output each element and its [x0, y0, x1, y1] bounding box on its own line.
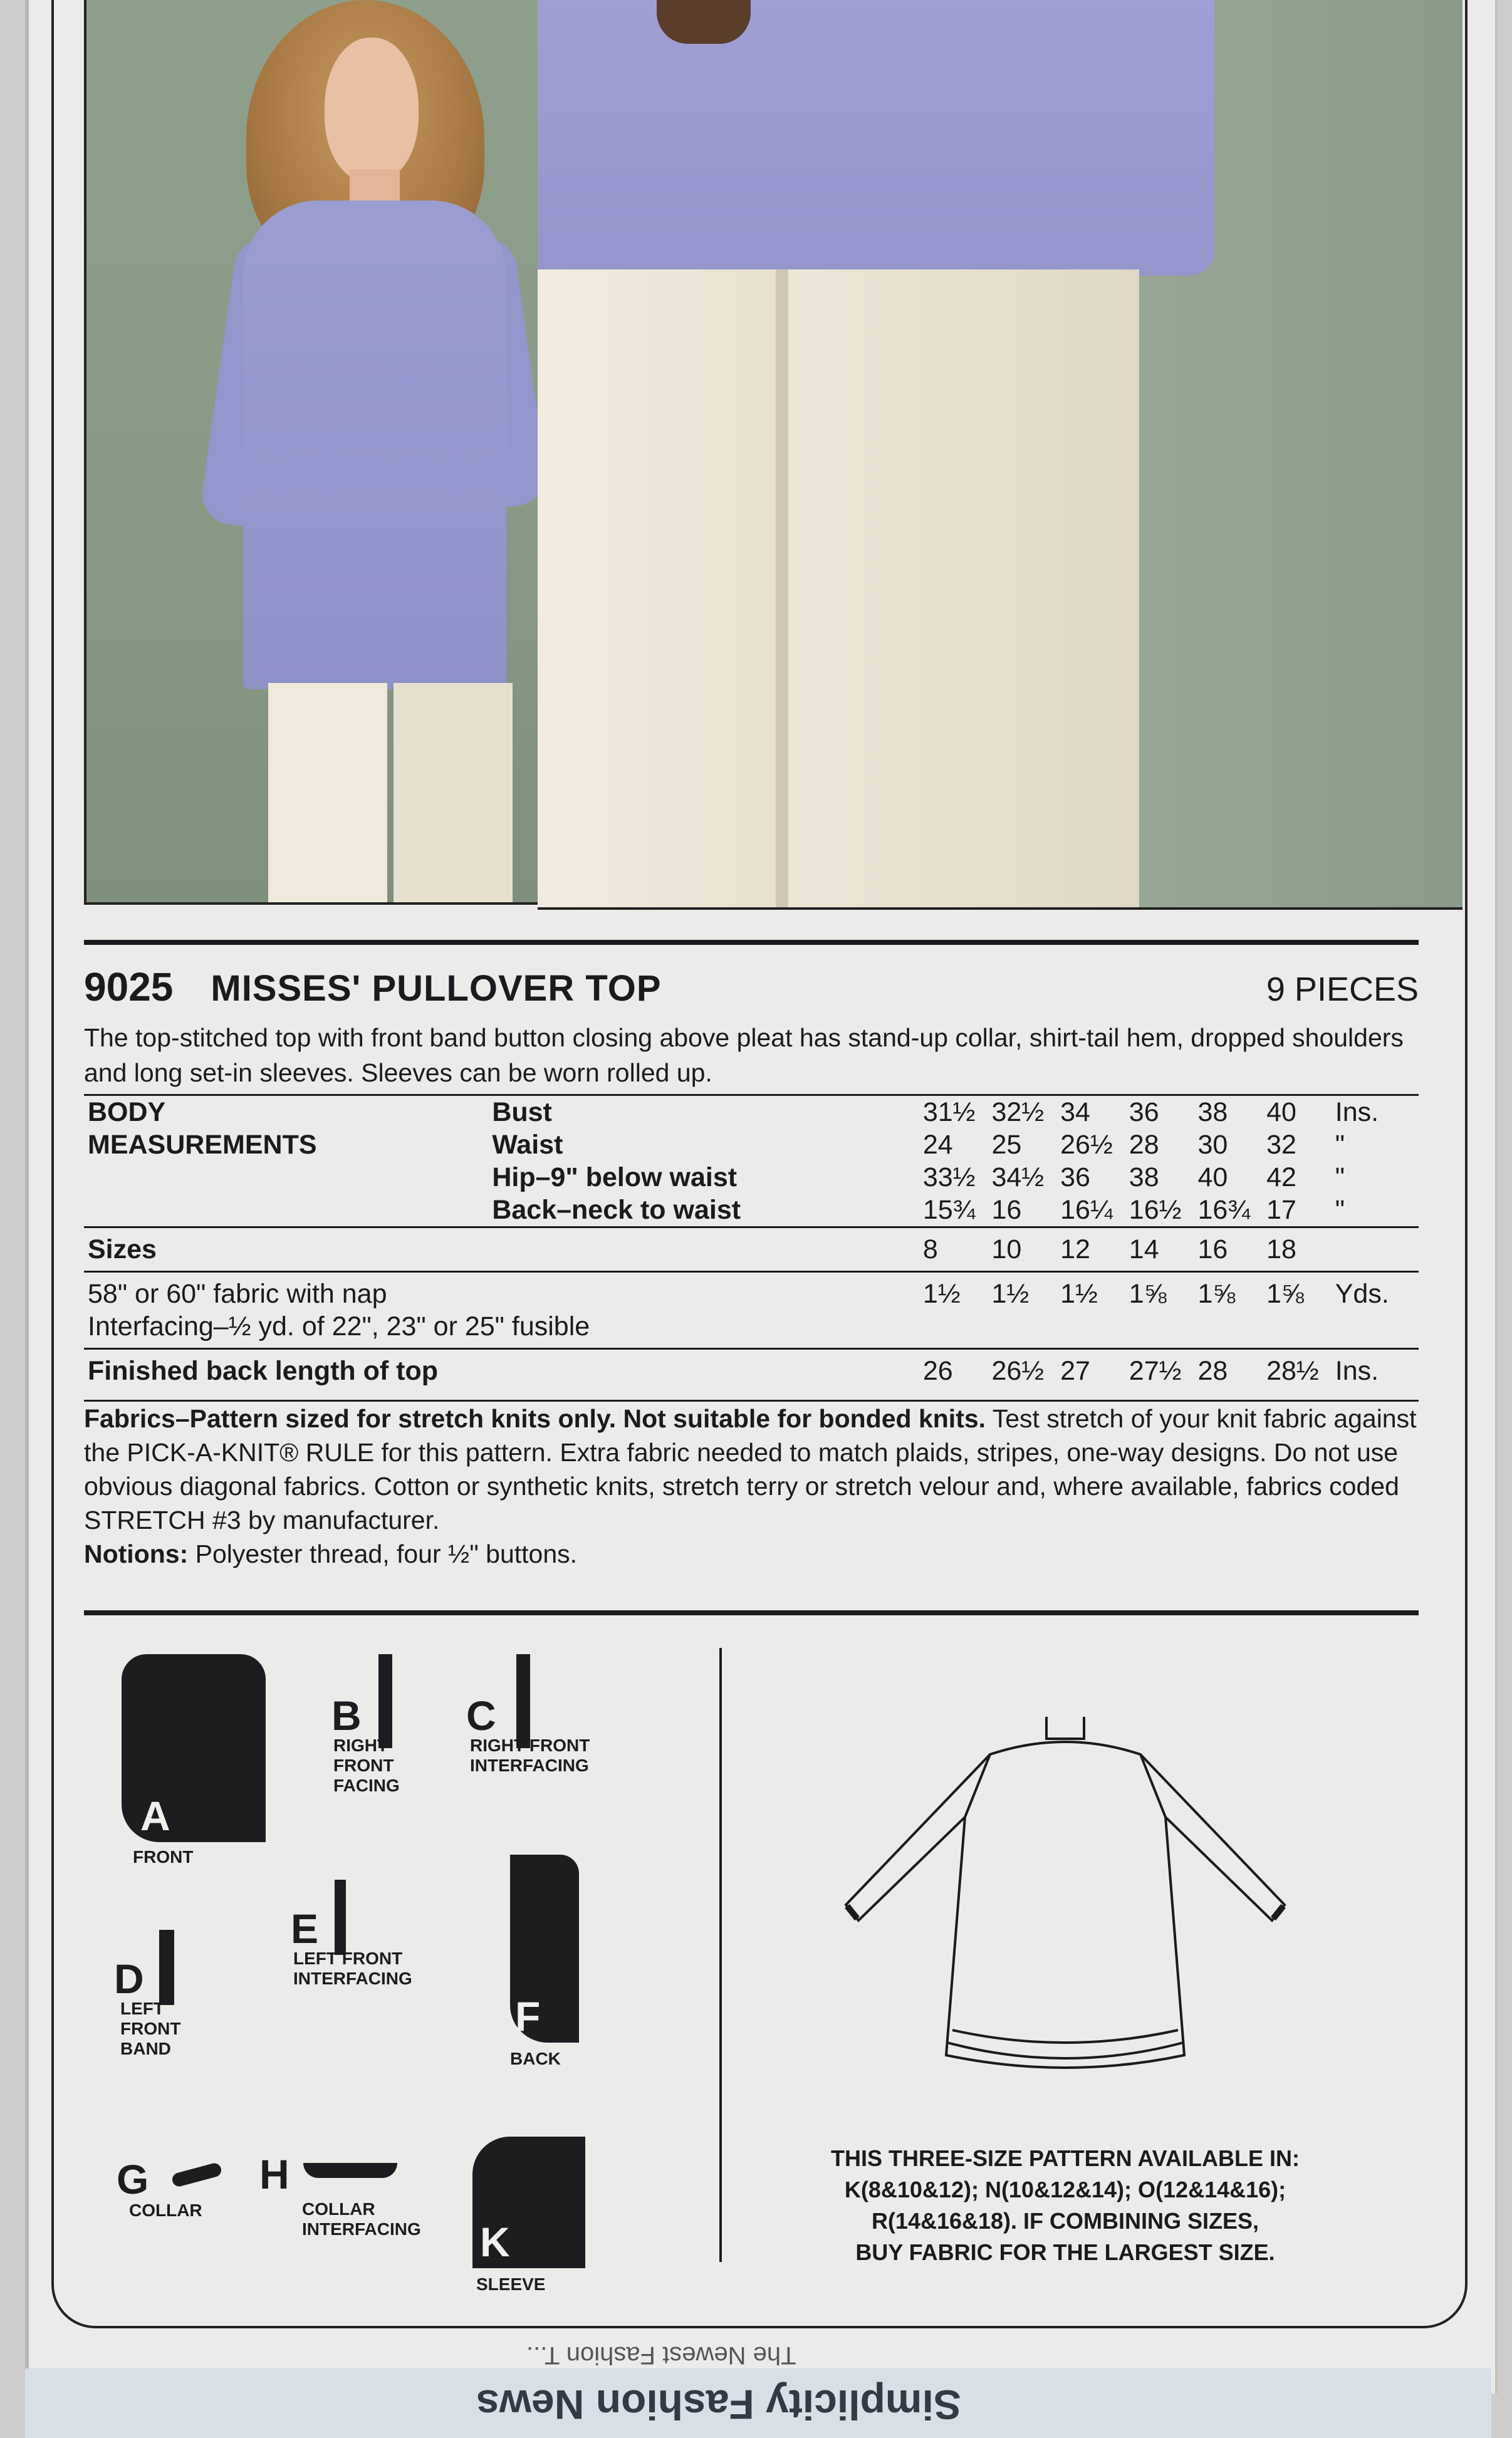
cell: 1⅝: [1266, 1279, 1304, 1309]
cell: 30: [1197, 1130, 1228, 1160]
piece-band-shape: [159, 1930, 174, 2005]
cell: 38: [1129, 1162, 1159, 1192]
measurement-row: [84, 1161, 1419, 1194]
measurements-table: [84, 1094, 1419, 1392]
piece-label: RIGHT FRONT INTERFACING: [470, 1736, 590, 1775]
cell: 16: [991, 1195, 1022, 1225]
notions-text: Polyester thread, four ½" buttons.: [188, 1539, 578, 1568]
fabric-line-1: 58" or 60" fabric with nap: [88, 1279, 387, 1309]
piece-letter: B: [331, 1692, 362, 1739]
cell: 27: [1060, 1356, 1090, 1386]
piece-label: FRONT: [133, 1847, 194, 1867]
cell: 40: [1266, 1097, 1296, 1127]
piece-count: 9 PIECES: [1266, 971, 1419, 1008]
top-rule: [84, 940, 1419, 945]
piece-label: LEFT FRONT INTERFACING: [293, 1949, 412, 1988]
cell: 25: [991, 1130, 1022, 1160]
cell: 14: [1129, 1234, 1159, 1264]
cell: 28: [1197, 1356, 1228, 1386]
cell: 1½: [991, 1279, 1030, 1309]
spacer: [84, 1194, 488, 1227]
cell: 26½: [991, 1356, 1045, 1386]
strip-subtext: The Newest Fashion T...: [526, 2342, 796, 2369]
cell: 33½: [922, 1162, 976, 1192]
fabrics-paragraph: [84, 1400, 1419, 1571]
measure-name: Hip–9" below waist: [492, 1162, 738, 1192]
sizes-row: [84, 1227, 1419, 1272]
cell: 15¾: [922, 1195, 976, 1225]
piece-label: SLEEVE: [476, 2274, 546, 2294]
piece-letter: E: [291, 1905, 319, 1952]
piece-letter: F: [515, 1993, 541, 2039]
fabric-line-2: Interfacing–½ yd. of 22", 23" or 25" fusible: [88, 1311, 590, 1341]
piece-facing-shape: [378, 1654, 392, 1748]
cell: 1⅝: [1129, 1279, 1167, 1309]
measurement-row: [84, 1095, 1419, 1129]
pattern-pieces: [84, 1617, 711, 2318]
piece-label: RIGHT FRONT FACING: [333, 1736, 400, 1795]
notions-label: Notions:: [84, 1539, 189, 1568]
strip-title: Simplicity Fashion News: [476, 2382, 961, 2428]
cell: 38: [1197, 1097, 1228, 1127]
body-label-2: MEASUREMENTS: [88, 1130, 317, 1160]
pattern-info: [84, 940, 1419, 1571]
piece-letter: A: [140, 1793, 170, 1839]
measurement-row: [84, 1128, 1419, 1161]
cell: 16½: [1129, 1195, 1182, 1225]
cell: 40: [1197, 1162, 1228, 1192]
length-label: Finished back length of top: [88, 1356, 438, 1386]
spacer: [84, 1161, 488, 1194]
unit: ": [1335, 1162, 1345, 1192]
garment-back-drawing: [783, 1704, 1347, 2080]
measurement-row: [84, 1194, 1419, 1227]
piece-collar-interfacing-shape: [303, 2163, 397, 2178]
spacer: [1332, 1227, 1419, 1272]
title-row: [84, 964, 1419, 1010]
piece-interfacing-shape: [516, 1654, 530, 1748]
cell: 32½: [991, 1097, 1045, 1127]
cell: 42: [1266, 1162, 1296, 1192]
cell: 1½: [1060, 1279, 1098, 1309]
piece-letter: D: [114, 1956, 144, 2002]
piece-label: COLLAR INTERFACING: [302, 2199, 421, 2239]
cell: 10: [991, 1234, 1022, 1264]
cell: 16¼: [1060, 1195, 1113, 1225]
cell: 12: [1060, 1234, 1090, 1264]
cell: 27½: [1129, 1356, 1182, 1386]
cell: 18: [1266, 1234, 1296, 1264]
cell: 26: [922, 1356, 953, 1386]
unit: Ins.: [1335, 1356, 1379, 1386]
unit: Ins.: [1335, 1097, 1379, 1127]
measure-name: Waist: [492, 1130, 563, 1160]
measure-name: Bust: [492, 1097, 552, 1127]
piece-letter: K: [480, 2219, 510, 2265]
availability-line: R(14&16&18). IF COMBINING SIZES,: [871, 2208, 1259, 2234]
unit: Yds.: [1335, 1279, 1389, 1309]
length-row: [84, 1349, 1419, 1393]
cell: 16¾: [1197, 1195, 1251, 1225]
cell: 24: [922, 1130, 953, 1160]
cell: 32: [1266, 1130, 1296, 1160]
cell: 17: [1266, 1195, 1296, 1225]
availability-line: THIS THREE-SIZE PATTERN AVAILABLE IN:: [831, 2145, 1300, 2171]
availability-note: [771, 2143, 1360, 2268]
sizes-label: Sizes: [88, 1234, 157, 1264]
piece-letter: H: [259, 2151, 289, 2197]
piece-collar-shape: [171, 2162, 223, 2188]
unit: ": [1335, 1130, 1345, 1160]
piece-label: LEFT FRONT BAND: [120, 1999, 181, 2058]
fabrics-lead: Fabrics–Pattern sized for stretch knits only. Not suitable for bonded knits.: [84, 1404, 986, 1433]
cell: 36: [1129, 1097, 1159, 1127]
cell: 28½: [1266, 1356, 1319, 1386]
cell: 1⅝: [1197, 1279, 1236, 1309]
piece-letter: C: [466, 1692, 496, 1739]
cell: 36: [1060, 1162, 1090, 1192]
cell: 31½: [922, 1097, 976, 1127]
piece-letter: G: [117, 2156, 149, 2202]
pattern-title: MISSES' PULLOVER TOP: [211, 968, 662, 1009]
pattern-description: The top-stitched top with front band button closing above pleat has stand-up collar, shirt-tail hem, dropped shoulders and long set-in sleeves. Sleeves can be worn rolled up.: [84, 1023, 1404, 1087]
section-divider: [719, 1648, 722, 2262]
measure-name: Back–neck to waist: [492, 1195, 741, 1225]
cell: 1½: [922, 1279, 961, 1309]
fabrics-rest: Test stretch of your knit fabric against the PICK-A-KNIT® RULE for this pattern. Extra fabric needed to match plaids, stripes, one-way designs. Do not use obvious diagonal fabrics. Cotton or synthetic knits, stretch terry or stretch velour and, where available, fabrics coded STRETCH #3 by manufacturer.: [84, 1404, 1417, 1534]
section-rule: [84, 1610, 1419, 1615]
cell: 8: [922, 1234, 938, 1264]
cell: 16: [1197, 1234, 1228, 1264]
availability-line: K(8&10&12); N(10&12&14); O(12&14&16);: [844, 2177, 1286, 2202]
piece-label: COLLAR: [129, 2201, 202, 2220]
body-label-1: BODY: [88, 1097, 166, 1127]
cell: 34½: [991, 1162, 1045, 1192]
pattern-number: 9025: [84, 964, 174, 1009]
piece-label: BACK: [510, 2049, 561, 2068]
cell: 34: [1060, 1097, 1090, 1127]
interfacing-row: [84, 1310, 1419, 1349]
fabric-row: [84, 1272, 1419, 1311]
piece-left-interfacing-shape: [335, 1880, 346, 1955]
unit: ": [1335, 1195, 1345, 1225]
cell: 28: [1129, 1130, 1159, 1160]
availability-line: BUY FABRIC FOR THE LARGEST SIZE.: [855, 2239, 1275, 2265]
spacer: [488, 1227, 919, 1272]
cell: 26½: [1060, 1130, 1113, 1160]
